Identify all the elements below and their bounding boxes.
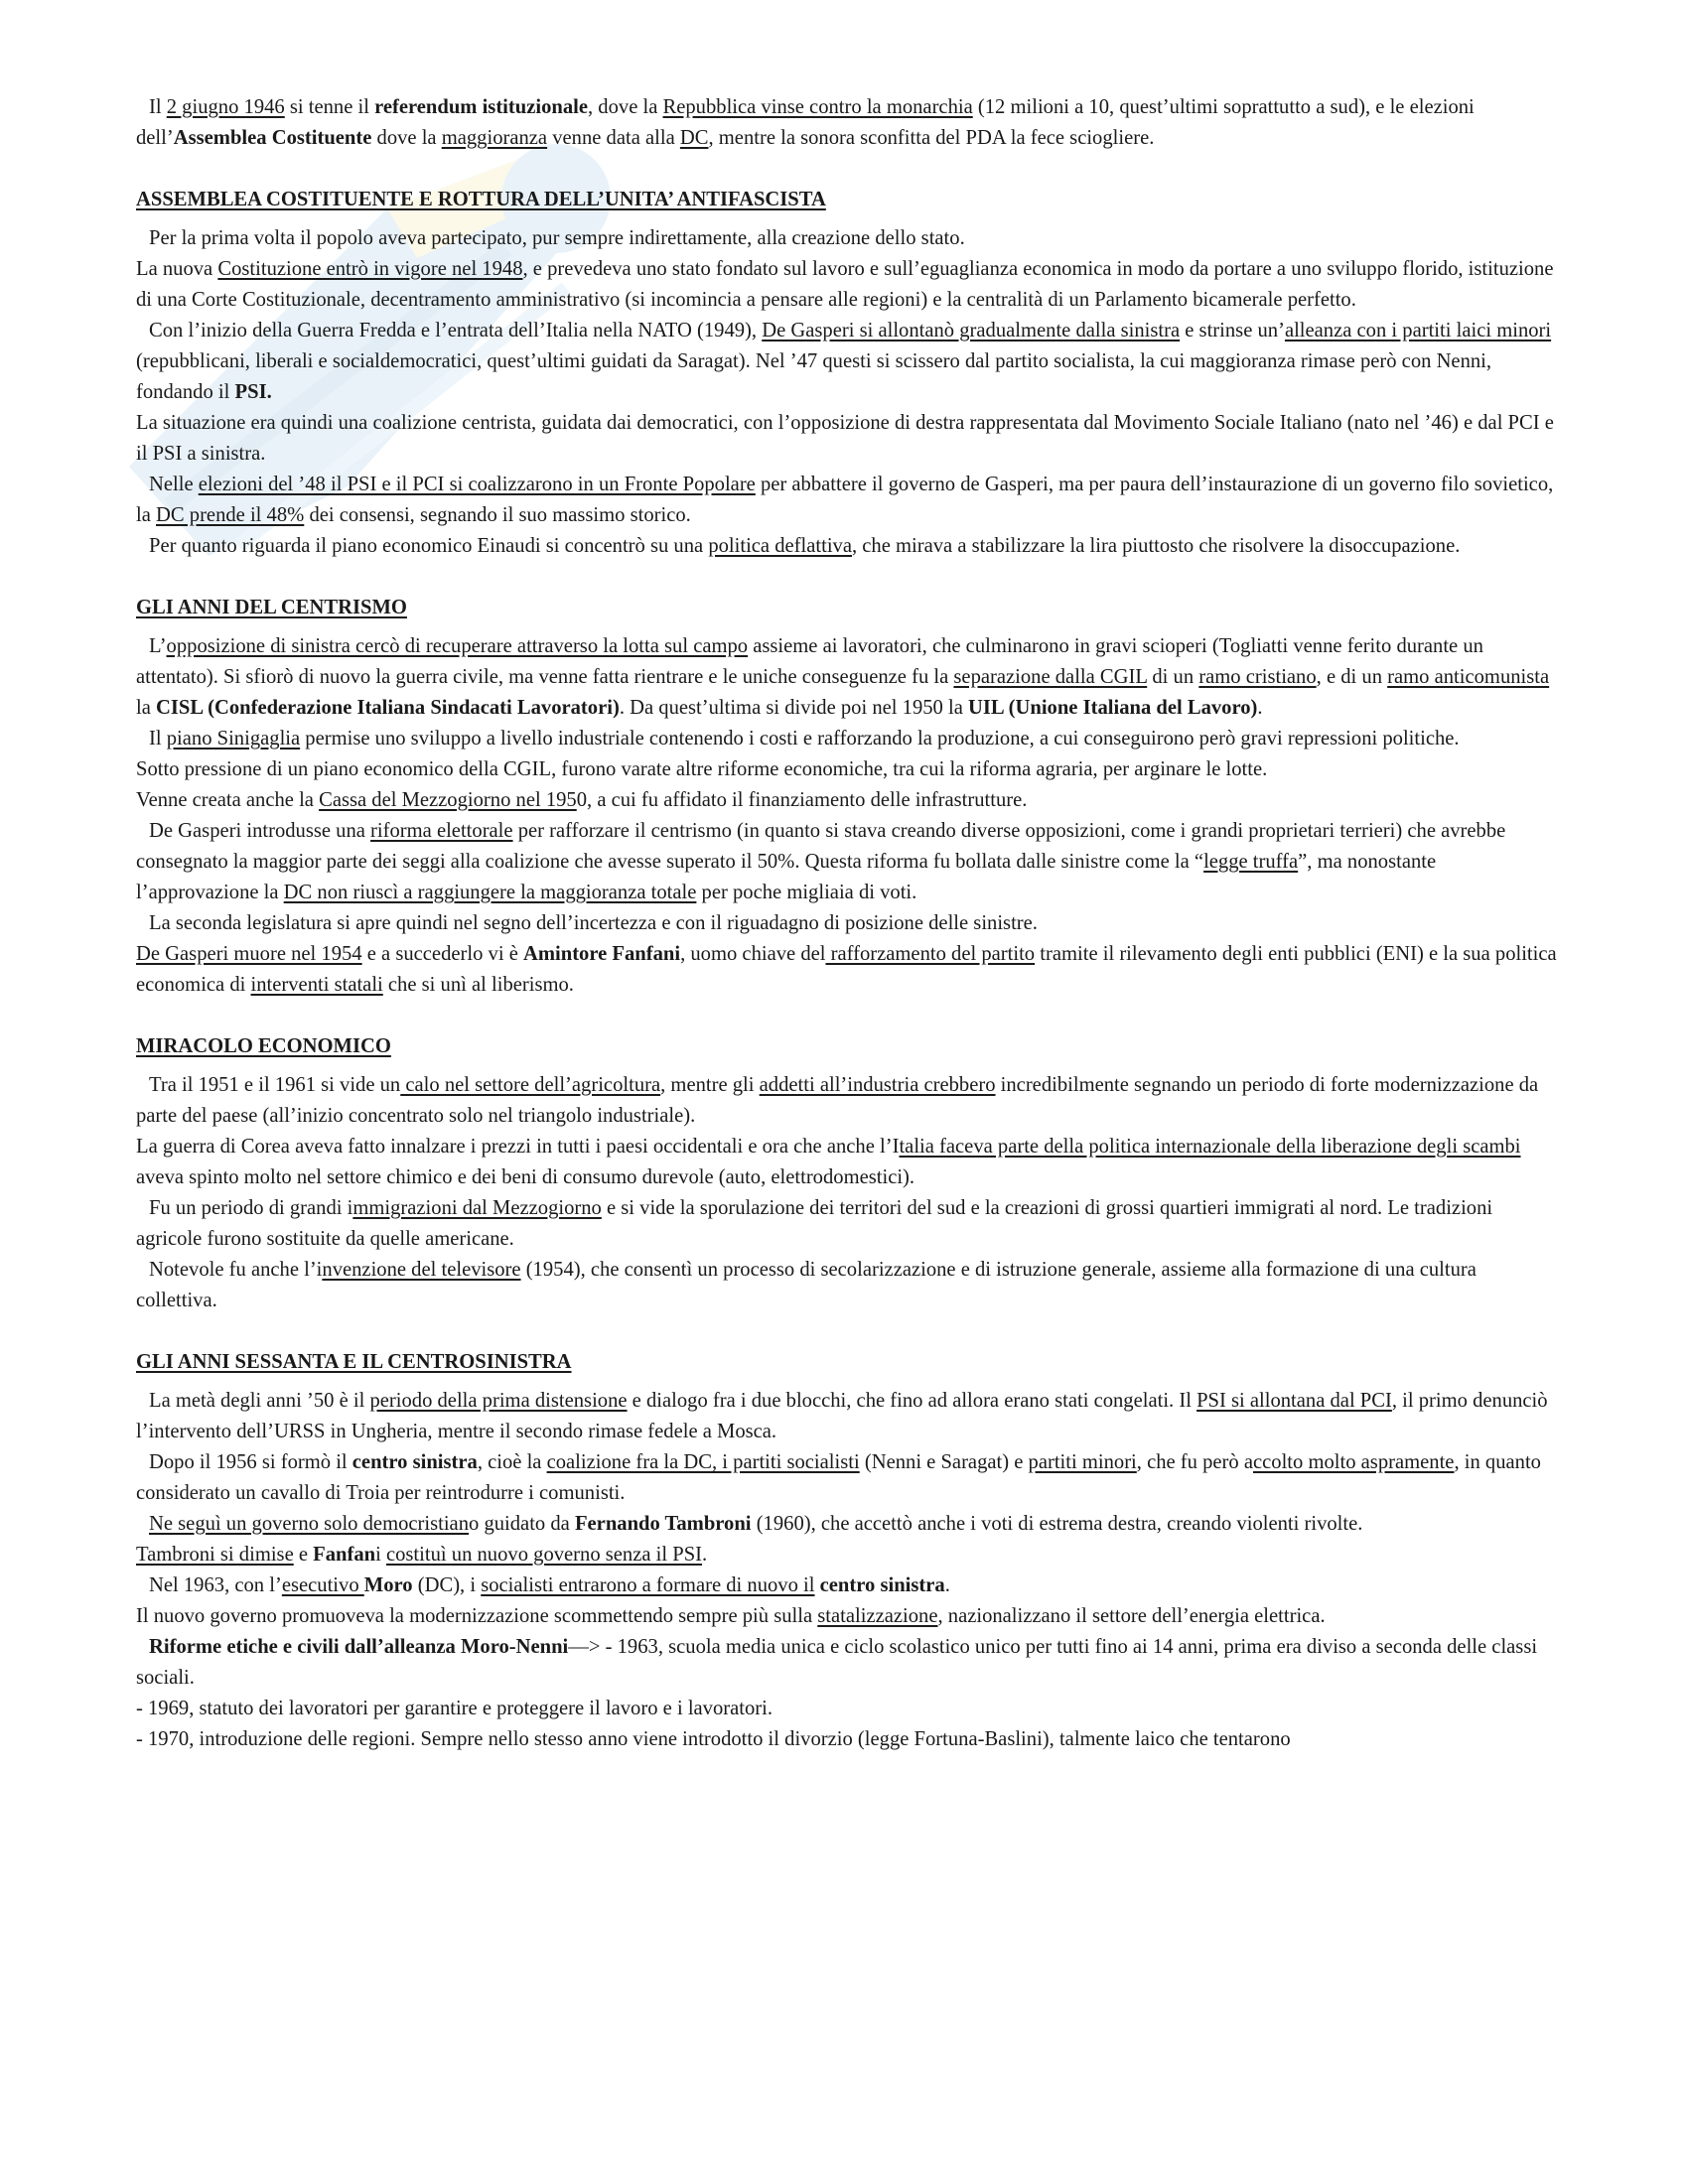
underlined-text: calo nel settore dell’agricoltura (400, 1074, 661, 1096)
text-run: permise uno sviluppo a livello industriale contenendo i costi e rafforzando la produzione, a cui conseguirono però gravi repressioni politiche. (300, 728, 1460, 750)
underlined-text: piano Sinigaglia (166, 728, 301, 750)
paragraph (136, 92, 1558, 154)
text-run: aveva spinto molto nel settore chimico e dei beni di consumo durevole (auto, elettrodomestici). (136, 1166, 915, 1188)
underlined-text: alleanza con i partiti laici minori (1284, 320, 1552, 341)
text-run: La seconda legislatura si apre quindi nel segno dell’incertezza e con il riguadagno di posizione delle sinistre. (149, 912, 1038, 934)
text-run: La guerra di Corea aveva fatto innalzare i prezzi in tutti i paesi occidentali e ora che anche l’I (136, 1136, 900, 1158)
underlined-text: Cassa del Mezzogiorno nel 195 (319, 789, 577, 811)
paragraph (136, 531, 1558, 562)
paragraph (136, 1601, 1558, 1632)
bold-text: Amintore Fanfani (523, 943, 681, 965)
paragraph (136, 470, 1558, 531)
paragraph (136, 631, 1558, 724)
text-run: incredibilmente segnando un periodo di forte modernizzazione da parte del paese (all’inizio concentrato solo nel triangolo industriale). (136, 1074, 1539, 1127)
section-heading: GLI ANNI SESSANTA E IL CENTROSINISTRA (136, 1351, 572, 1373)
underlined-text: opposizione di sinistra cercò di recuperare attraverso la lotta sul campo (166, 635, 749, 657)
bold-text: centro sinistra (352, 1451, 478, 1473)
section-heading: ASSEMBLEA COSTITUENTE E ROTTURA DELL’UNITA’ ANTIFASCISTA (136, 189, 826, 210)
section-4 (136, 1347, 1558, 1755)
paragraph (136, 1509, 1558, 1540)
paragraph (136, 1447, 1558, 1509)
paragraph (136, 1632, 1558, 1694)
text-run: i (375, 1544, 386, 1566)
underlined-text: De Gasperi muore nel 1954 (136, 943, 362, 965)
paragraph (136, 1070, 1558, 1132)
text-run: La nuova (136, 258, 218, 280)
paragraph (136, 1570, 1558, 1601)
underlined-text: coalizione fra la DC, i partiti socialisti (546, 1451, 860, 1473)
section-heading: MIRACOLO ECONOMICO (136, 1035, 391, 1057)
bold-text: Moro (363, 1574, 413, 1596)
underlined-text: De Gasperi si allontanò gradualmente dalla sinistra (762, 320, 1181, 341)
paragraph (136, 254, 1558, 316)
text-run: assieme ai lavoratori, che culminarono in gravi scioperi (Togliatti venne ferito durante un attentato). Si sfiorò di nuovo la guerra civile, ma venne fatta rientrare e le uniche conseguenze fu la (136, 635, 1483, 688)
text-run: dove la (371, 127, 442, 149)
underlined-text: DC (679, 127, 709, 149)
text-run: Con l’inizio della Guerra Fredda e l’entrata dell’Italia nella NATO (1949), (149, 320, 763, 341)
paragraph (136, 724, 1558, 754)
underlined-text: statalizzazione (817, 1605, 938, 1627)
text-run: , e di un (1316, 666, 1388, 688)
underlined-text: Tambroni si dimise (136, 1544, 294, 1566)
text-run: , in quanto considerato un cavallo di Troia per reintrodurre i comunisti. (136, 1451, 1541, 1504)
text-run: - 1970, introduzione delle regioni. Sempre nello stesso anno viene introdotto il divorzio (legge Fortuna-Baslini), talmente laico che tentarono (136, 1728, 1291, 1750)
text-run: o guidato da (469, 1513, 575, 1535)
underlined-text: socialisti entrarono a formare di nuovo il (481, 1574, 815, 1596)
bold-text: Fanfan (313, 1544, 376, 1566)
text-run: dei consensi, segnando il suo massimo storico. (304, 504, 691, 526)
text-run: , mentre gli (660, 1074, 760, 1096)
text-run: e si vide la sporulazione dei territori del sud e la creazioni di grossi quartieri immigrati al nord. Le tradizioni agricole furono sostituite da quelle americane. (136, 1197, 1493, 1250)
underlined-text: Ne seguì un governo solo democristian (149, 1513, 469, 1535)
underlined-text: rafforzamento del partito (825, 943, 1036, 965)
text-run: e (293, 1544, 314, 1566)
paragraph (136, 1193, 1558, 1255)
underlined-text: periodo della prima distensione (369, 1390, 628, 1412)
bold-text: Assemblea Costituente (173, 127, 372, 149)
text-run: Per la prima volta il popolo aveva partecipato, pur sempre indirettamente, alla creazione dello stato. (149, 227, 965, 249)
underlined-text: DC non riuscì a raggiungere la maggioranza totale (283, 882, 697, 903)
text-run: si tenne il (284, 96, 375, 118)
text-run: e dialogo fra i due blocchi, che fino ad allora erano stati congelati. Il (627, 1390, 1197, 1412)
paragraph (136, 408, 1558, 470)
underlined-text: ramo cristiano (1198, 666, 1317, 688)
underlined-text: Costituzione entrò in vigore nel 1948 (217, 258, 523, 280)
paragraph (136, 316, 1558, 408)
underlined-text: separazione dalla CGIL (953, 666, 1148, 688)
text-run: (1954), che consentì un processo di secolarizzazione e di istruzione generale, assieme alla formazione di una cultura collettiva. (136, 1259, 1477, 1311)
underlined-text: ccolto molto aspramente (1253, 1451, 1455, 1473)
section-heading: GLI ANNI DEL CENTRISMO (136, 597, 407, 618)
paragraph (136, 1255, 1558, 1316)
text-run: la (136, 697, 157, 719)
text-run: per poche migliaia di voti. (696, 882, 917, 903)
text-run: La metà degli anni ’50 è il (149, 1390, 370, 1412)
underlined-text: Repubblica vinse contro la monarchia (662, 96, 973, 118)
paragraph (136, 1386, 1558, 1447)
text-run: (1960), che accettò anche i voti di estrema destra, creando violenti rivolte. (751, 1513, 1363, 1535)
text-run: e strinse un’ (1180, 320, 1285, 341)
intro-section (136, 92, 1558, 154)
text-run: , nazionalizzano il settore dell’energia elettrica. (937, 1605, 1326, 1627)
text-run: De Gasperi introdusse una (149, 820, 371, 842)
paragraph (136, 816, 1558, 908)
text-run: - 1969, statuto dei lavoratori per garantire e proteggere il lavoro e i lavoratori. (136, 1698, 774, 1719)
text-run: . Da quest’ultima si divide poi nel 1950 la (619, 697, 968, 719)
text-run: ”, ma nonostante l’approvazione la (136, 851, 1437, 903)
paragraph (136, 1132, 1558, 1193)
underlined-text: riforma elettorale (370, 820, 513, 842)
bold-text: CISL (Confederazione Italiana Sindacati Lavoratori) (156, 697, 620, 719)
underlined-text: esecutivo (281, 1574, 364, 1596)
text-run: Il (149, 728, 167, 750)
underlined-text: talia faceva parte della politica internazionale della liberazione degli scambi (899, 1136, 1521, 1158)
text-run: —> - 1963, scuola media unica e ciclo scolastico unico per tutti fino ai 14 anni, prima era diviso a seconda delle classi sociali. (136, 1636, 1538, 1689)
text-run: , uomo chiave del (680, 943, 826, 965)
text-run: Nel 1963, con l’ (149, 1574, 282, 1596)
text-run: Il (149, 96, 167, 118)
text-run: per abbattere il governo de Gasperi, ma per paura dell’instaurazione di un governo filo sovietico, la (136, 474, 1554, 526)
text-run: , dove la (588, 96, 663, 118)
paragraph (136, 1694, 1558, 1724)
text-run: e a succederlo vi è (361, 943, 523, 965)
text-run: L’ (149, 635, 167, 657)
text-run: Il nuovo governo promuoveva la modernizzazione scommettendo sempre più sulla (136, 1605, 818, 1627)
bold-text: PSI. (234, 381, 272, 403)
document-body (136, 92, 1558, 1755)
paragraph (136, 223, 1558, 254)
bold-text: Riforme etiche e civili dall’alleanza Moro-Nenni (149, 1636, 569, 1658)
bold-text: centro sinistra (819, 1574, 945, 1596)
underlined-text: maggioranza (441, 127, 548, 149)
text-run: che si unì al liberismo. (382, 974, 574, 996)
text-run: per rafforzare il centrismo (in quanto si stava creando diverse opposizioni, come i grandi proprietari terrieri) che avrebbe consegnato la maggior parte dei seggi alla coalizione che avesse superato il 50%. Questa riforma fu bollata dalle sinistre come la “ (136, 820, 1506, 873)
text-run: venne data alla (547, 127, 680, 149)
underlined-text: ramo anticomunista (1387, 666, 1550, 688)
underlined-text: nvenzione del televisore (322, 1259, 521, 1281)
text-run: tramite il rilevamento degli enti pubblici (ENI) e la sua politica economica di (136, 943, 1557, 996)
bold-text: Fernando Tambroni (574, 1513, 752, 1535)
underlined-text: addetti all’industria crebbero (759, 1074, 996, 1096)
underlined-text: partiti minori (1028, 1451, 1137, 1473)
paragraph (136, 939, 1558, 1001)
paragraph (136, 754, 1558, 785)
paragraph (136, 1540, 1558, 1570)
text-run: , mentre la sonora sconfitta del PDA la fece sciogliere. (708, 127, 1155, 149)
text-run: . (1257, 697, 1263, 719)
section-3 (136, 1031, 1558, 1316)
underlined-text: costituì un nuovo governo senza il PSI (385, 1544, 703, 1566)
bold-text: referendum istituzionale (374, 96, 588, 118)
text-run: Nelle (149, 474, 199, 495)
section-1 (136, 185, 1558, 562)
underlined-text: PSI si allontana dal PCI (1196, 1390, 1392, 1412)
bold-text: UIL (Unione Italiana del Lavoro) (968, 697, 1258, 719)
text-run: . (702, 1544, 708, 1566)
paragraph (136, 1724, 1558, 1755)
text-run: Tra il 1951 e il 1961 si vide un (149, 1074, 401, 1096)
text-run: . (944, 1574, 950, 1596)
sections-container (136, 185, 1558, 1755)
underlined-text: DC prende il 48% (156, 504, 305, 526)
paragraph (136, 908, 1558, 939)
text-run: La situazione era quindi una coalizione centrista, guidata dai democratici, con l’opposizione di destra rappresentata dal Movimento Sociale Italiano (nato nel ’46) e dal PCI e il PSI a sinistra. (136, 412, 1554, 465)
underlined-text: mmigrazioni dal Mezzogiorno (352, 1197, 602, 1219)
text-run: Notevole fu anche l’i (149, 1259, 323, 1281)
underlined-text: 2 giugno 1946 (166, 96, 285, 118)
text-run: , che mirava a stabilizzare la lira piuttosto che risolvere la disoccupazione. (851, 535, 1461, 557)
underlined-text: elezioni del ’48 il PSI e il PCI si coalizzarono in un Fronte Popolare (198, 474, 756, 495)
text-run: Fu un periodo di grandi i (149, 1197, 353, 1219)
text-run: (repubblicani, liberali e socialdemocratici, quest’ultimi guidati da Saragat). Nel ’47 questi si scissero dal partito socialista, la cui maggioranza rimase però con Nenni, fondando il (136, 350, 1492, 403)
text-run: , il primo denunciò l’intervento dell’URSS in Ungheria, mentre il secondo rimase fedele a Mosca. (136, 1390, 1548, 1442)
text-run: , e prevedeva uno stato fondato sul lavoro e sull’eguaglianza economica in modo da portare a uno sviluppo florido, istituzione di una Corte Costituzionale, decentramento amministrativo (si incomincia a pensare alle regioni) e la centralità di un Parlamento bicamerale perfetto. (136, 258, 1554, 311)
underlined-text: legge truffa (1203, 851, 1299, 873)
section-2 (136, 593, 1558, 1001)
text-run: Sotto pressione di un piano economico della CGIL, furono varate altre riforme economiche, tra cui la riforma agraria, per arginare le lotte. (136, 758, 1268, 780)
text-run: (Nenni e Saragat) e (859, 1451, 1029, 1473)
text-run: Per quanto riguarda il piano economico Einaudi si concentrò su una (149, 535, 709, 557)
paragraph (136, 785, 1558, 816)
text-run: di un (1147, 666, 1199, 688)
text-run: Dopo il 1956 si formò il (149, 1451, 352, 1473)
underlined-text: politica deflattiva (708, 535, 852, 557)
text-run: (DC), i (412, 1574, 482, 1596)
text-run: Venne creata anche la (136, 789, 320, 811)
text-run: 0, a cui fu affidato il finanziamento delle infrastrutture. (576, 789, 1028, 811)
text-run: (12 milioni a 10, quest’ultimi soprattutto a sud), e le elezioni dell’ (136, 96, 1475, 149)
underlined-text: interventi statali (250, 974, 383, 996)
text-run: , cioè la (477, 1451, 547, 1473)
text-run: , che fu però a (1136, 1451, 1253, 1473)
